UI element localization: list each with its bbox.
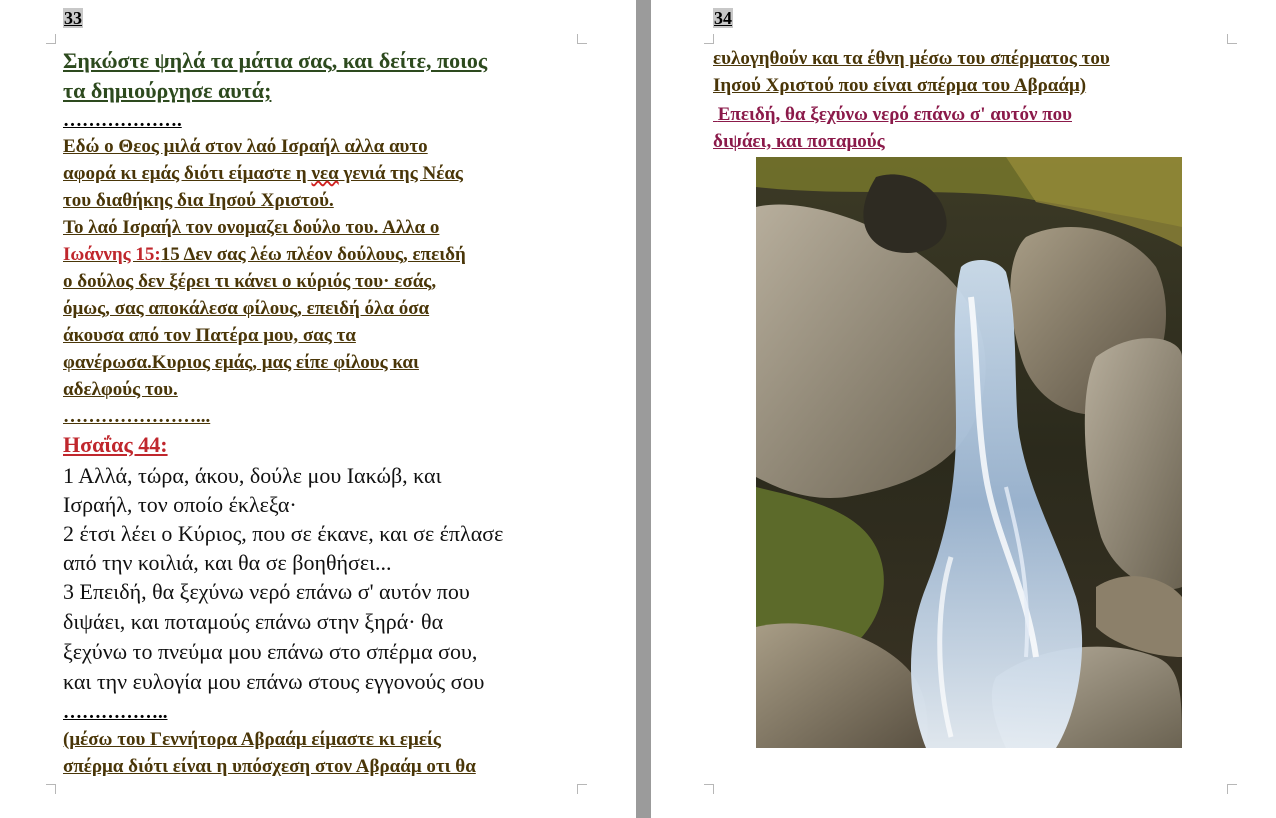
text-line: φανέρωσα.Κυριος εμάς, μας είπε φίλους και xyxy=(63,352,419,373)
text-line: ο δούλος δεν ξέρει τι κάνει ο κύριός του· εσάς, xyxy=(63,271,437,292)
margin-mark xyxy=(1227,784,1237,794)
dots-separator: ………………. xyxy=(63,110,182,131)
verse-line: 1 Αλλά, τώρα, άκου, δούλε μου Ιακώβ, και xyxy=(63,463,442,488)
page-number: 33 xyxy=(64,8,82,28)
text-line: Το λαό Ισραήλ τον ονομαζει δούλο του. Αλλα ο xyxy=(63,217,440,238)
text-line: ευλογηθούν και τα έθνη μέσω του σπέρματος του xyxy=(713,48,1110,69)
margin-mark xyxy=(577,784,587,794)
text-line: σπέρμα διότι είναι η υπόσχεση στον Αβραάμ οτι θα xyxy=(63,756,476,777)
heading-line: Σηκώστε ψηλά τα μάτια σας, και δείτε, ποιος xyxy=(63,48,488,73)
margin-mark xyxy=(704,34,714,44)
dots-separator: …………….. xyxy=(63,702,168,723)
text-line xyxy=(713,104,1072,126)
margin-mark xyxy=(1227,34,1237,44)
margin-mark xyxy=(46,784,56,794)
text-line: του διαθήκης δια Ιησού Χριστού. xyxy=(63,190,334,211)
verse-line: 3 Επειδή, θα ξεχύνω νερό επάνω σ' αυτόν που xyxy=(63,579,470,604)
scripture-heading: Ησαΐας 44: xyxy=(63,432,168,457)
margin-mark xyxy=(704,784,714,794)
verse-line: από την κοιλιά, και θα σε βοηθήσει... xyxy=(63,550,392,575)
dots-separator: …………………... xyxy=(63,406,211,427)
text-line: (μέσω του Γεννήτορα Αβραάμ είμαστε κι εμείς xyxy=(63,729,441,750)
text-line xyxy=(63,244,466,266)
text-line: αδελφούς του. xyxy=(63,379,178,400)
text-line xyxy=(63,163,463,185)
scripture-reference: Ιωάννης 15: xyxy=(63,244,161,265)
page-33 xyxy=(0,0,636,818)
heading-line: τα δημιούργησε αυτά; xyxy=(63,78,272,103)
text-segment: γενιά της Νέας xyxy=(338,163,463,184)
page-number: 34 xyxy=(714,8,732,28)
margin-mark xyxy=(46,34,56,44)
margin-mark xyxy=(577,34,587,44)
misspelled-word: νεα xyxy=(311,163,339,184)
text-segment: αφορά κι εμάς διότι είμαστε η xyxy=(63,163,312,184)
text-line: όμως, σας αποκάλεσα φίλους, επειδή όλα όσα xyxy=(63,298,430,319)
text-segment: Επειδή, θα ξεχύνω νερό επάνω σ' αυτόν που xyxy=(717,104,1072,125)
text-line: Ιησού Χριστού που είναι σπέρμα του Αβραάμ) xyxy=(713,75,1087,96)
text-line: Εδώ ο Θεος μιλά στον λαό Ισραήλ αλλα αυτο xyxy=(63,136,428,157)
verse-line: διψάει, και ποταμούς επάνω στην ξηρά· θα xyxy=(63,609,444,634)
text-segment: 15 Δεν σας λέω πλέον δούλους, επειδή xyxy=(160,244,466,265)
text-line: διψάει, και ποταμούς xyxy=(713,131,885,152)
verse-line: ξεχύνω το πνεύμα μου επάνω στο σπέρμα σου, xyxy=(63,639,478,664)
verse-line: και την ευλογία μου επάνω στους εγγονούς σου xyxy=(63,669,485,694)
verse-line: Ισραήλ, τον οποίο έκλεξα· xyxy=(63,492,297,517)
verse-line: 2 έτσι λέει ο Κύριος, που σε έκανε, και σε έπλασε xyxy=(63,521,504,546)
waterfall-photo xyxy=(756,157,1182,748)
text-line: άκουσα από τον Πατέρα μου, σας τα xyxy=(63,325,356,346)
